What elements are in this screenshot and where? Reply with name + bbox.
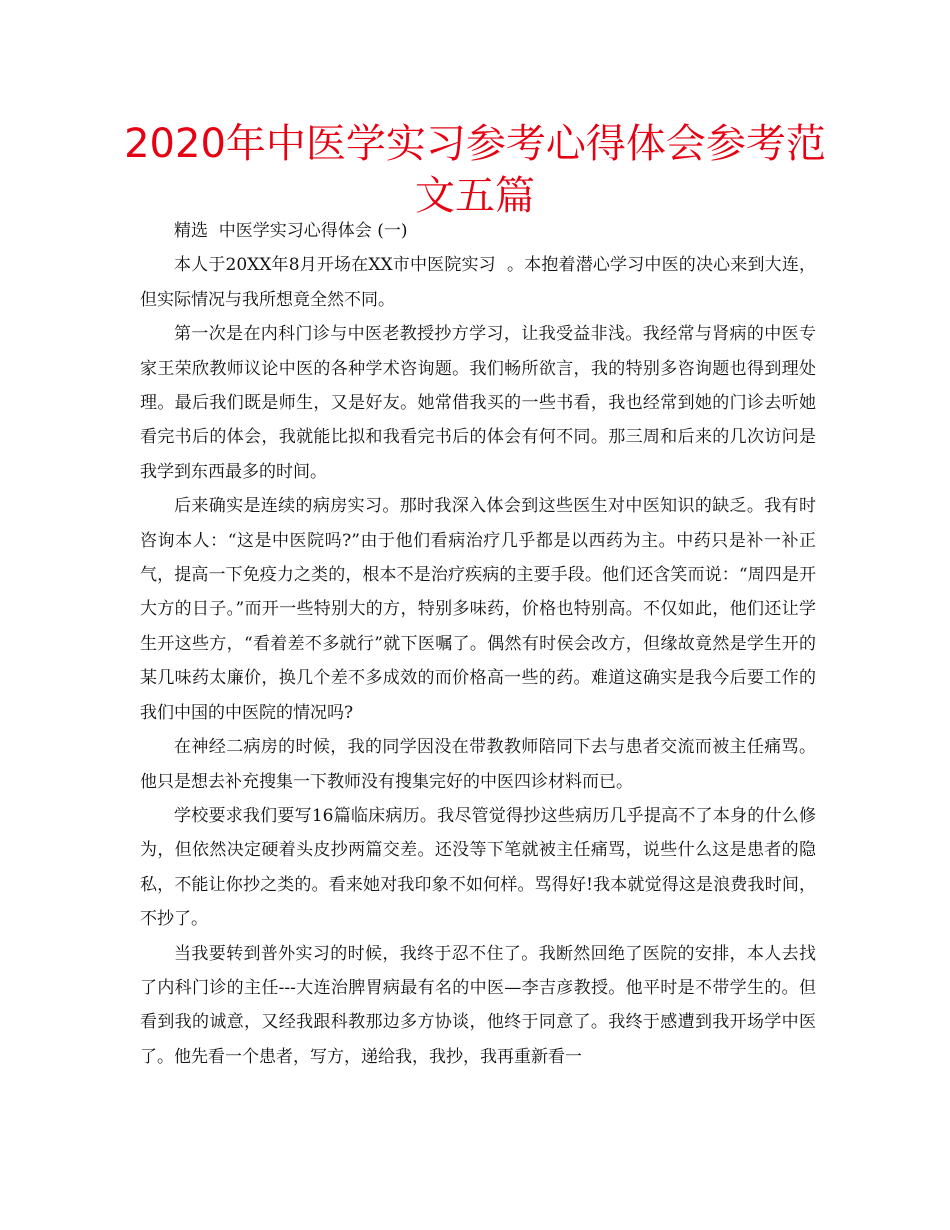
document-body <box>140 214 816 1074</box>
paragraph: 本人于20XX年8月开场在XX市中医院实习 。本抱着潜心学习中医的决心来到大连，但实际情况与我所想竟全然不同。 <box>140 255 816 310</box>
paragraph: 精选 中医学实习心得体会 (一) <box>174 221 408 241</box>
paragraph: 在神经二病房的时候，我的同学因没在带教教师陪同下去与患者交流而被主任痛骂。他只是想去补充搜集一下教师没有搜集完好的中医四诊材料而已。 <box>140 737 816 792</box>
paragraph: 当我要转到普外实习的时候，我终于忍不住了。我断然回绝了医院的安排，本人去找了内科门诊的主任---大连治脾胃病最有名的中医—李吉彦教授。他平时是不带学生的。但看到我的诚意，又经我跟科教那边多方协谈，他终于同意了。我终于感遭到我开场学中医了。他先看一个患者，写方，递给我，我抄，我再重新看一 <box>140 943 816 1067</box>
document-title: 2020年中医学实习参考心得体会参考范文五篇 <box>124 121 826 219</box>
paragraph: 后来确实是连续的病房实习。那时我深入体会到这些医生对中医知识的缺乏。我有时咨询本人：“这是中医院吗?”由于他们看病治疗几乎都是以西药为主。中药只是补一补正气，提高一下免疫力之类的，根本不是治疗疾病的主要手段。他们还含笑而说：“周四是开大方的日子。”而开一些特别大的方，特别多味药，价格也特别高。不仅如此，他们还让学生开这些方，“看着差不多就行”就下医嘱了。偶然有时侯会改方，但缘故竟然是学生开的某几味药太廉价，换几个差不多成效的而价格高一些的药。难道这确实是我今后要工作的我们中国的中医院的情况吗? <box>140 496 816 723</box>
paragraph: 第一次是在内科门诊与中医老教授抄方学习，让我受益非浅。我经常与肾病的中医专家王荣欣教师议论中医的各种学术咨询题。我们畅所欲言，我的特别多咨询题也得到理处理。最后我们既是师生，又是好友。她常借我买的一些书看，我也经常到她的门诊去听她看完书后的体会，我就能比拟和我看完书后的体会有何不同。那三周和后来的几次访问是我学到东西最多的时间。 <box>140 324 816 482</box>
paragraph: 学校要求我们要写16篇临床病历。我尽管觉得抄这些病历几乎提高不了本身的什么修为，但依然决定硬着头皮抄两篇交差。还没等下笔就被主任痛骂，说些什么这是患者的隐私，不能让你抄之类的。看来她对我印象不如何样。骂得好!我本就觉得这是浪费我时间，不抄了。 <box>140 805 816 930</box>
